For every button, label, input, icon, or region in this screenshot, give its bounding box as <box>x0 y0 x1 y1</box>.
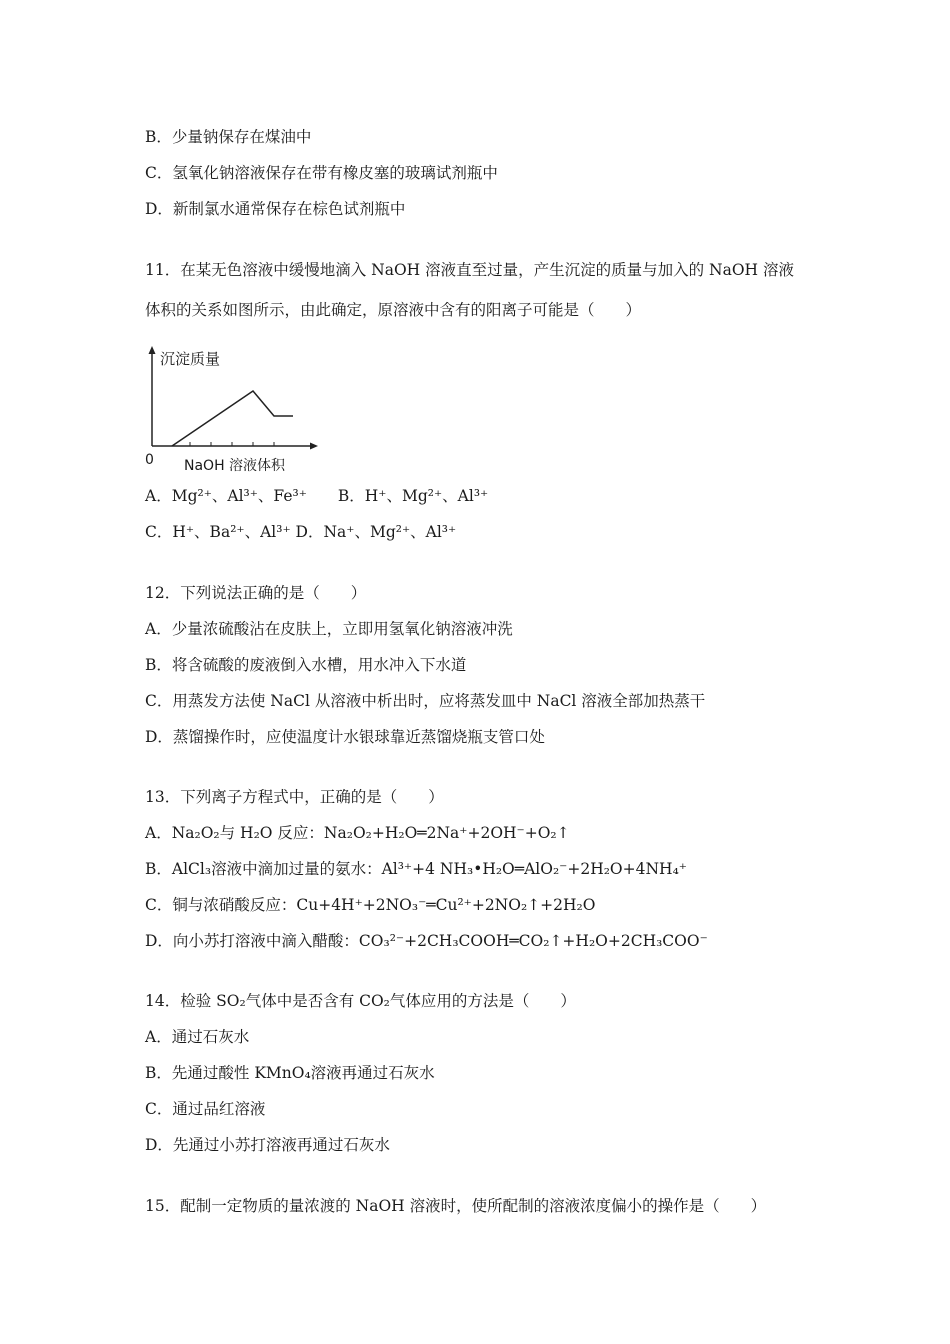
q12-option-d: D．蒸馏操作时，应使温度计水银球靠近蒸馏烧瓶支管口处 <box>145 728 545 746</box>
q11-options-c-d: C．H⁺、Ba²⁺、Al³⁺ D．Na⁺、Mg²⁺、Al³⁺ <box>145 523 457 541</box>
q14-stem: 14．检验 SO₂气体中是否含有 CO₂气体应用的方法是（ ） <box>145 992 576 1010</box>
q13-option-d: D．向小苏打溶液中滴入醋酸：CO₃²⁻+2CH₃COOH═CO₂↑+H₂O+2CH₃COO⁻ <box>145 932 708 950</box>
origin-label: 0 <box>145 452 154 468</box>
q14-option-b: B．先通过酸性 KMnO₄溶液再通过石灰水 <box>145 1064 435 1082</box>
q10-option-d: D．新制氯水通常保存在棕色试剂瓶中 <box>145 200 406 218</box>
q12-option-c: C．用蒸发方法使 NaCl 从溶液中析出时，应将蒸发皿中 NaCl 溶液全部加热蒸干 <box>145 692 706 710</box>
q12-option-a: A．少量浓硫酸沾在皮肤上，立即用氢氧化钠溶液冲洗 <box>145 620 513 638</box>
x-axis-arrow <box>310 443 318 450</box>
q11-stem-line1: 11．在某无色溶液中缓慢地滴入 NaOH 溶液直至过量，产生沉淀的质量与加入的 NaOH 溶液 <box>145 261 794 279</box>
q13-option-a: A．Na₂O₂与 H₂O 反应：Na₂O₂+H₂O═2Na⁺+2OH⁻+O₂↑ <box>145 824 570 842</box>
q10-option-b: B．少量钠保存在煤油中 <box>145 128 312 146</box>
q11-options-a-b: A．Mg²⁺、Al³⁺、Fe³⁺ B．H⁺、Mg²⁺、Al³⁺ <box>145 487 489 505</box>
q15-stem: 15．配制一定物质的量浓渡的 NaOH 溶液时，使所配制的溶液浓度偏小的操作是（ ） <box>145 1197 767 1215</box>
q13-option-c: C．铜与浓硝酸反应：Cu+4H⁺+2NO₃⁻═Cu²⁺+2NO₂↑+2H₂O <box>145 896 596 914</box>
q12-option-b: B．将含硫酸的废液倒入水槽，用水冲入下水道 <box>145 656 467 674</box>
q11-stem-line2: 体积的关系如图所示，由此确定，原溶液中含有的阳离子可能是（ ） <box>145 301 642 319</box>
q14-option-c: C．通过品红溶液 <box>145 1100 266 1118</box>
x-axis-label: NaOH 溶液体积 <box>184 458 286 474</box>
q13-stem: 13．下列离子方程式中，正确的是（ ） <box>145 788 444 806</box>
q14-option-d: D．先通过小苏打溶液再通过石灰水 <box>145 1136 390 1154</box>
q14-option-a: A．通过石灰水 <box>145 1028 250 1046</box>
q10-option-c: C．氢氧化钠溶液保存在带有橡皮塞的玻璃试剂瓶中 <box>145 164 498 182</box>
y-axis-arrow <box>149 346 156 354</box>
q12-stem: 12．下列说法正确的是（ ） <box>145 584 367 602</box>
precipitate-curve <box>172 391 293 446</box>
y-axis-label: 沉淀质量 <box>160 350 221 368</box>
q13-option-b: B．AlCl₃溶液中滴加过量的氨水：Al³⁺+4 NH₃•H₂O═AlO₂⁻+2H₂O+4NH₄⁺ <box>145 860 687 878</box>
precipitate-mass-graph <box>140 343 330 478</box>
